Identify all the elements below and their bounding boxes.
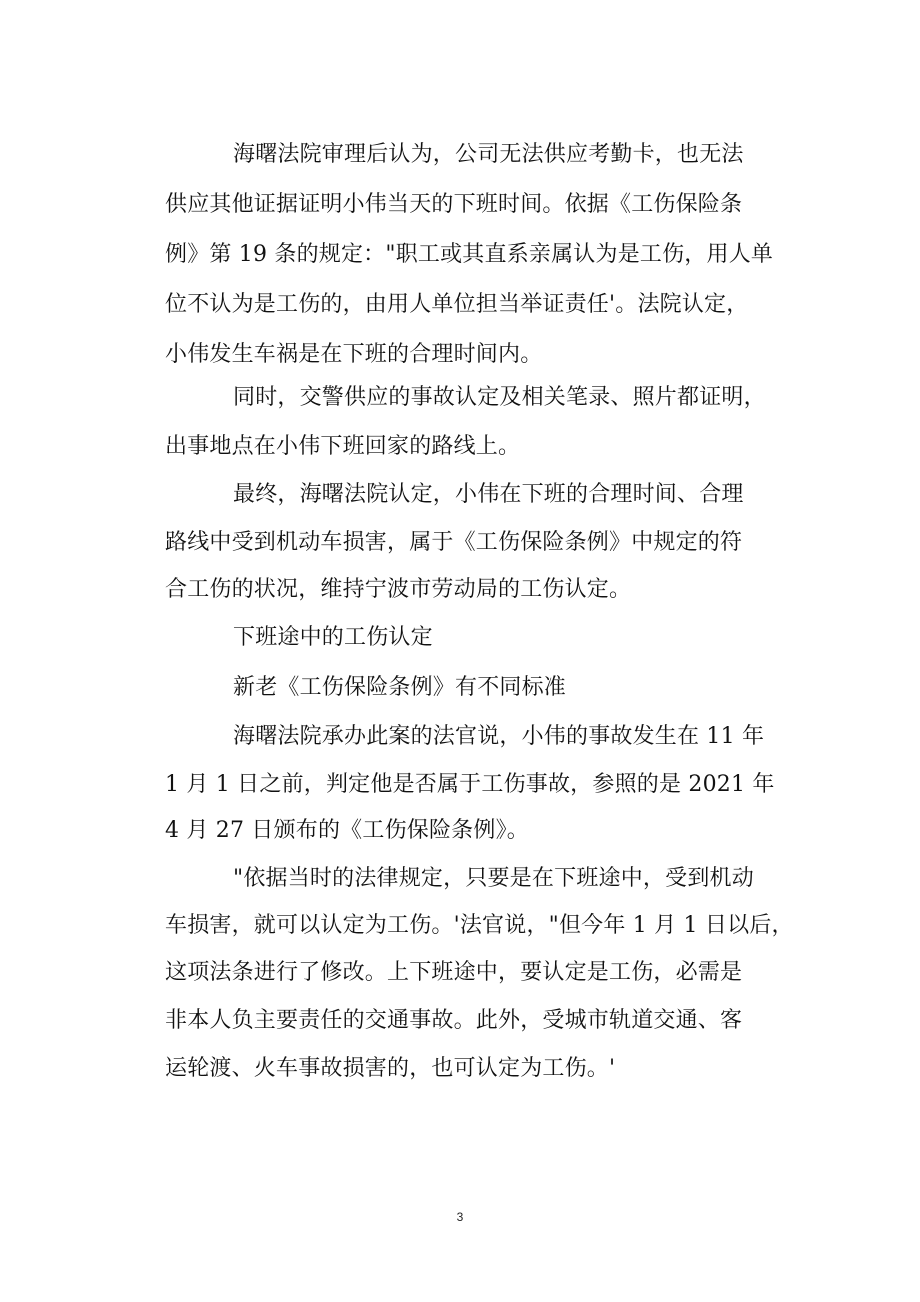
paragraph-3-line-1: 最终，海曙法院认定，小伟在下班的合理时间、合理 (233, 482, 744, 507)
paragraph-7-line-2: 车损害，就可以认定为工伤。'法官说，"但今年 1 月 1 日以后， (165, 913, 794, 938)
paragraph-3-line-3: 合工伤的状况，维持宁波市劳动局的工伤认定。 (165, 577, 632, 602)
section-heading-2: 新老《工伤保险条例》有不同标准 (233, 675, 567, 700)
section-heading-1: 下班途中的工伤认定 (233, 625, 433, 650)
paragraph-7-line-4: 非本人负主要责任的交通事故。此外，受城市轨道交通、客 (165, 1008, 743, 1033)
paragraph-7-line-1: "依据当时的法律规定，只要是在下班途中，受到机动 (233, 866, 754, 891)
paragraph-6-line-1: 海曙法院承办此案的法官说，小伟的事故发生在 11 年 (233, 724, 765, 749)
paragraph-1-line-4: 位不认为是工伤的，由用人单位担当举证责任'。法院认定， (165, 292, 749, 317)
paragraph-1-line-5: 小伟发生车祸是在下班的合理时间内。 (165, 342, 543, 367)
paragraph-1-line-1: 海曙法院审理后认为，公司无法供应考勤卡，也无法 (233, 142, 744, 167)
paragraph-7-line-5: 运轮渡、火车事故损害的，也可认定为工伤。' (165, 1056, 616, 1081)
paragraph-3-line-2: 路线中受到机动车损害，属于《工伤保险条例》中规定的符 (165, 530, 743, 555)
paragraph-1-line-2: 供应其他证据证明小伟当天的下班时间。依据《工伤保险条 (165, 192, 743, 217)
paragraph-6-line-3: 4 月 27 日颁布的《工伤保险条例》。 (165, 818, 529, 843)
paragraph-1-line-3: 例》第 19 条的规定："职工或其直系亲属认为是工伤，用人单 (165, 242, 774, 267)
paragraph-7-line-3: 这项法条进行了修改。上下班途中，要认定是工伤，必需是 (165, 960, 743, 985)
paragraph-6-line-2: 1 月 1 日之前，判定他是否属于工伤事故，参照的是 2021 年 (165, 772, 775, 797)
paragraph-2-line-1: 同时，交警供应的事故认定及相关笔录、照片都证明， (233, 385, 766, 410)
page-number: 3 (456, 1210, 464, 1224)
paragraph-2-line-2: 出事地点在小伟下班回家的路线上。 (165, 434, 521, 459)
